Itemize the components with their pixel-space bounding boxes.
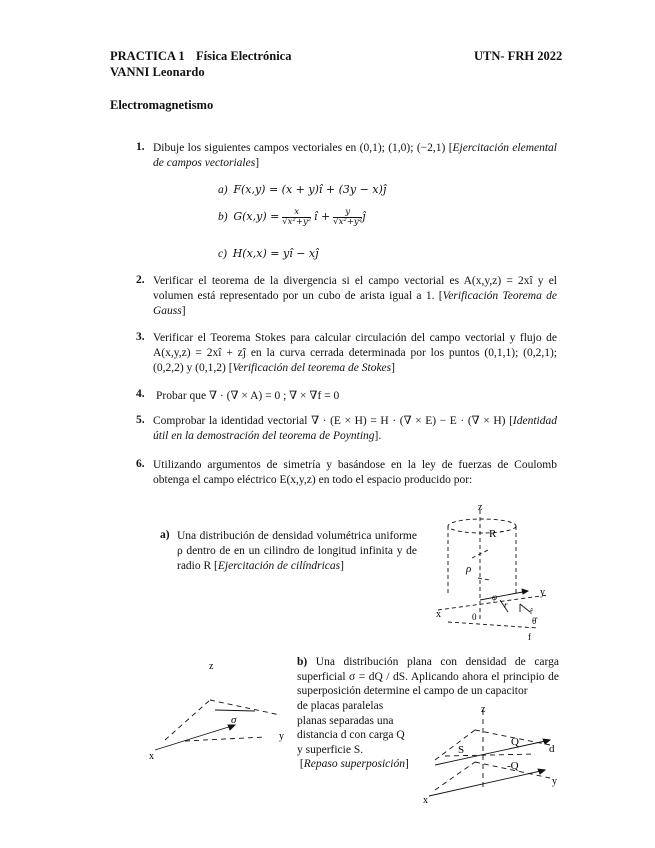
q6a-label: a) [160, 529, 170, 541]
cyl-theta-label: θ̂ [532, 616, 537, 626]
cyl-phi-label: φ [492, 592, 497, 602]
author: VANNI Leonardo [110, 65, 205, 79]
practice-number: PRACTICA 1 [110, 49, 185, 63]
cyl-x-label: x [436, 609, 441, 620]
cap-d-label: d [549, 743, 555, 755]
q6-number: 6. [136, 458, 145, 470]
plane-sigma-label: σ [231, 714, 237, 726]
cyl-z-label: z [478, 502, 483, 513]
q2-number: 2. [136, 274, 145, 286]
institution: UTN- FRH 2022 [474, 49, 563, 63]
cyl-rhat-label: r̂ [530, 607, 533, 616]
cap-z-label: z [481, 704, 486, 715]
q6a-text: Una distribución de densidad volumétrica uniforme ρ dentro de en un cilindro de longitud infinita y de radio R [Ejercitación de cilíndricas] [177, 530, 417, 572]
cap-Q-label: Q [511, 736, 519, 748]
q5-text: Comprobar la identidad vectorial ∇ · (E × H) = H · (∇ × E) − E · (∇ × H) [Identidad útil en la demostración del teorema de Poynting]. [153, 415, 557, 442]
cyl-R-label: R [489, 528, 497, 540]
plane-figure [145, 655, 295, 765]
q2-text: Verificar el teorema de la divergencia si el campo vectorial es A(x,y,z) = 2xî y el volumen está representado por un cubo de arista igual a 1. [Verificación Teorema de Gauss] [153, 275, 557, 317]
cap-y-label: y [552, 776, 557, 787]
cyl-f-label: f [528, 632, 531, 642]
cyl-r-label: r [504, 600, 508, 610]
q1b-item: b) G(x,y) = $\frac{x}{\text{√x²+y²}}$ î + $\frac{y}{\text{√x²+y²}}$ ĵ [218, 207, 366, 227]
q5-number: 5. [136, 414, 145, 426]
q6b-text-col: de placas paralelas planas separadas una distancia d con carga Q y superficie S. [Repaso superposición] [297, 700, 409, 771]
cyl-origin-label: 0 [472, 612, 477, 622]
cylinder-figure [428, 500, 558, 645]
q1c-item: c) H(x,x) = yî − xĵ [218, 247, 319, 260]
cyl-y-label: y [540, 587, 545, 598]
section-title: Electromagnetismo [110, 98, 214, 112]
q3-number: 3. [136, 331, 145, 343]
q1a-item: a) F(x,y) = (x + y)î + (3y − x)ĵ [218, 183, 387, 196]
cap-x-label: x [423, 795, 428, 806]
plane-z-label: z [209, 661, 214, 672]
q6b-text-top: b) Una distribución plana con densidad de carga superficial σ = dQ / dS. Aplicando ahora el principio de superposición determine el campo de un capacitor [297, 656, 560, 698]
q4-number: 4. [136, 388, 145, 400]
plane-x-label: x [149, 751, 154, 762]
capacitor-figure [415, 700, 565, 810]
cyl-rho-label: ρ [466, 563, 472, 575]
q4-text: Probar que ∇ · (∇ × A) = 0 ; ∇ × ∇f = 0 [156, 390, 340, 402]
plane-y-label: y [279, 731, 284, 742]
subject-title: Física Electrónica [196, 49, 292, 63]
q6-text: Utilizando argumentos de simetría y basándose en la ley de fuerzas de Coulomb obtenga el campo eléctrico E(x,y,z) en todo el espacio producido por: [153, 459, 557, 486]
cap-S-label: S [458, 744, 465, 756]
q1-number: 1. [136, 141, 145, 153]
cap-negQ-label: -Q [507, 760, 519, 772]
q3-text: Verificar el Teorema Stokes para calcular circulación del campo vectorial y flujo de A(x,y,z) = 2xî + zĵ en la curva cerrada determinada por los puntos (0,1,1); (0,2,1); (0,2,2) y (0,1,2) [Verificación del teorema de Stokes] [153, 332, 557, 374]
q1-text: Dibuje los siguientes campos vectoriales en (0,1); (1,0); (−2,1) [Ejercitación elemental de campos vectoriales] [153, 142, 558, 169]
